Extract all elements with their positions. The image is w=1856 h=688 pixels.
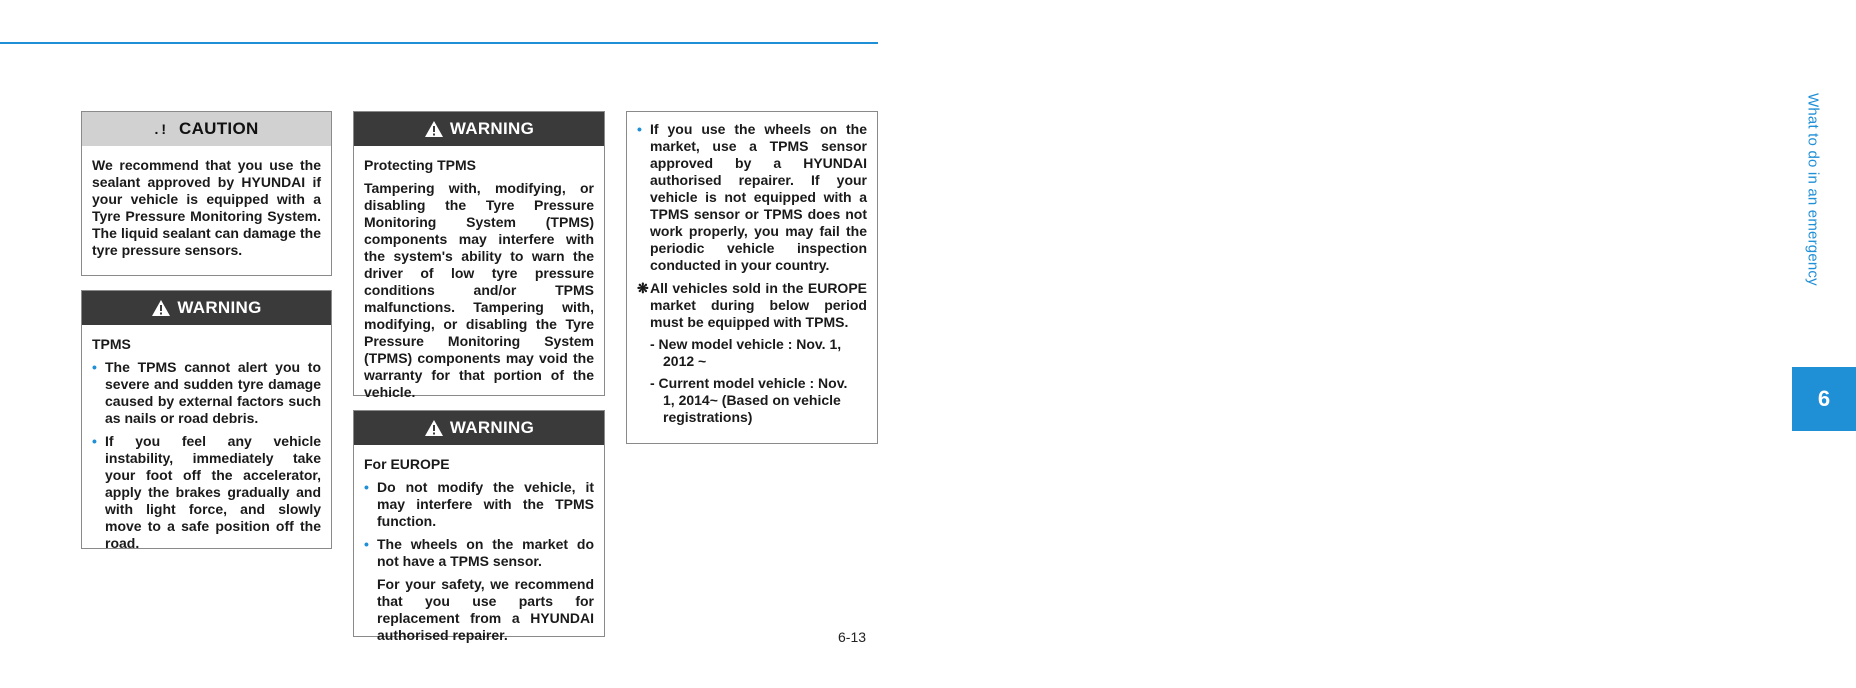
warning-europe-followup: For your safety, we recommend that you use parts for replacement from a HYUNDAI authorised repairer. [377,576,594,643]
warning-europe-body [354,445,604,660]
warning-tpms-title: TPMS [92,336,131,352]
side-tab [896,0,1831,688]
warning-protecting-body [354,146,604,417]
top-rule [0,42,878,44]
warning-tpms-body [82,325,331,568]
warning-protecting-text: Tampering with, modifying, or disabling the Tyre Pressure Monitoring System (TPMS) components may interfere with the system's ability to warn the driver of low tyre pressure conditions and/or TPMS malfunctions. Tampering with, modifying, or disabling the Tyre Pressure Monitoring System (TPMS) components may void the warranty for that portion of the vehicle. [364,180,594,400]
list-item: • The TPMS cannot alert you to severe and sudden tyre damage caused by external factors such as nails or road debris. [92,359,321,427]
warning-protecting-header [354,112,604,146]
warning-continued-body [627,112,877,441]
warning-triangle-icon [424,419,444,437]
warning-europe-header-label: WARNING [449,418,535,437]
caution-box [81,111,332,276]
caution-text: We recommend that you use the sealant approved by HYUNDAI if your vehicle is equipped with a Tyre Pressure Monitoring System. The liquid sealant can damage the tyre pressure sensors. [92,157,321,258]
warning-tpms-header [82,291,331,325]
warning-protecting-header-label: WARNING [449,119,535,138]
caution-exclamation-icon: .! [154,121,169,137]
warning-protecting-title: Protecting TPMS [364,157,477,173]
list-item: • The wheels on the market do not have a TPMS sensor. [364,536,594,570]
warning-triangle-icon [151,299,171,317]
caution-header [82,112,331,146]
warning-continued-box [626,111,878,444]
section-title: What to do in an emergency [1804,92,1822,286]
list-item: • If you feel any vehicle instability, immediately take your foot off the accelerator, apply the brakes gradually and with light force, and slowly move to a safe position off the road. [92,433,321,552]
warning-europe-header [354,411,604,445]
warning-europe-box [353,410,605,643]
warning-europe-title: For EUROPE [364,456,450,472]
note-mark-icon: ❋ [637,280,649,296]
sub-item-continuation: 2012 ~ [663,353,707,369]
warning-protecting-box [353,111,605,400]
list-item: • Do not modify the vehicle, it may interfere with the TPMS function. [364,479,594,530]
sub-item-continuation: 1, 2014~ (Based on vehicle registrations) [663,392,841,425]
warning-tpms-box [81,290,332,549]
warning-tpms-header-label: WARNING [177,298,262,317]
caution-body [82,146,331,275]
sub-item-line: - New model vehicle : Nov. 1, [650,336,842,352]
caution-header-label: CAUTION [179,119,259,138]
chapter-number-badge: 6 [1792,367,1856,431]
page-number: 6-13 [838,629,867,645]
sub-item-line: - Current model vehicle : Nov. [650,375,848,391]
list-item [637,375,867,426]
note-item [637,280,867,331]
list-item: • If you use the wheels on the market, use a TPMS sensor approved by a HYUNDAI authorised repairer. If your vehicle is not equipped with a TPMS sensor or TPMS does not work properly, you may fail the periodic vehicle inspection conducted in your country. [637,121,867,274]
warning-triangle-icon [424,120,444,138]
note-text: All vehicles sold in the EUROPE market during below period must be equipped with TPMS. [650,280,867,330]
list-item [637,336,867,370]
